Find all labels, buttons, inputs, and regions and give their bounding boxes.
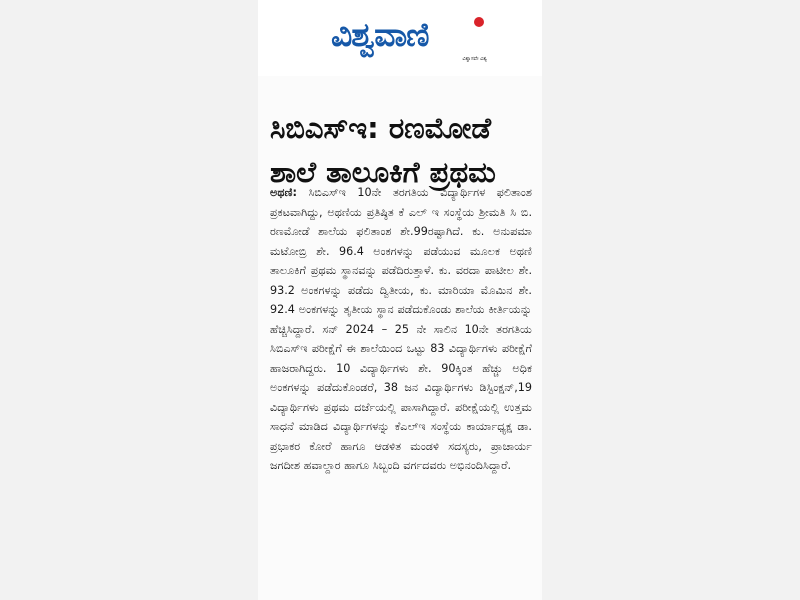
headline-line-2: ಶಾಲೆ ತಾಲೂಕಿಗೆ ಪ್ರಥಮ: [270, 155, 496, 189]
news-clipping: [258, 76, 542, 600]
newspaper-logo: [331, 14, 487, 62]
logo-text: ವಿಶ್ವವಾಣಿ: [331, 15, 429, 54]
masthead: [258, 0, 542, 75]
logo-tagline: ವಿಶ್ವಾಸವೇ ವಿಶ್ವ: [462, 56, 487, 62]
article-dateline: ಅಥಣಿ:: [270, 186, 297, 199]
article-text: ಸಿಬಿಎಸ್‌ಇ 10ನೇ ತರಗತಿಯ ವಿದ್ಯಾರ್ಥಿಗಳ ಫಲಿತಾಂಶ ಪ್ರಕಟವಾಗಿದ್ದು, ಅಥಣಿಯ ಪ್ರತಿಷ್ಠಿತ ಕೆ ಎಲ್ ಇ ಸಂಸ್ಥೆಯ ಶ್ರೀಮತಿ ಸಿ ಬಿ. ರಣಮೋಡೆ ಶಾಲೆಯ ಫಲಿತಾಂಶ ಶೇ.99ರಷ್ಟಾಗಿದೆ. ಕು. ಅನುಪಮಾ ಮಟೋಬ್ರಿ ಶೇ. 96.4 ಅಂಕಗಳನ್ನು ಪಡೆಯುವ ಮೂಲಕ ಅಥಣಿ ತಾಲೂಕಿಗೆ ಪ್ರಥಮ ಸ್ಥಾನವನ್ನು ಪಡೆದಿರುತ್ತಾಳೆ. ಕು. ವರದಾ ಪಾಟೀಲ ಶೇ. 93.2 ಅಂಕಗಳನ್ನು ಪಡೆದು ದ್ವಿತೀಯ, ಕು. ಮಾರಿಯಾ ಮೊಮಿನ ಶೇ. 92.4 ಅಂಕಗಳನ್ನು ತೃತೀಯ ಸ್ಥಾನ ಪಡೆದುಕೊಂಡು ಶಾಲೆಯ ಕೀರ್ತಿಯನ್ನು ಹೆಚ್ಚಿಸಿದ್ದಾರೆ. ಸನ್ 2024 – 25 ನೇ ಸಾಲಿನ 10ನೇ ತರಗತಿಯ ಸಿಬಿಎಸ್‌ಇ ಪರೀಕ್ಷೆಗೆ ಈ ಶಾಲೆಯಿಂದ ಒಟ್ಟು 83 ವಿದ್ಯಾರ್ಥಿಗಳು ಪರೀಕ್ಷೆಗೆ ಹಾಜರಾಗಿದ್ದರು. 10 ವಿದ್ಯಾರ್ಥಿಗಳು ಶೇ. 90ಕ್ಕಿಂತ ಹೆಚ್ಚು ಅಧಿಕ ಅಂಕಗಳನ್ನು ಪಡೆದುಕೊಂಡರೆ, 38 ಜನ ವಿದ್ಯಾರ್ಥಿಗಳು ಡಿಸ್ಟಿಂಕ್ಷನ್,19 ವಿದ್ಯಾರ್ಥಿಗಳು ಪ್ರಥಮ ದರ್ಜೆಯಲ್ಲಿ ಪಾಸಾಗಿದ್ದಾರೆ. ಪರೀಕ್ಷೆಯಲ್ಲಿ ಉತ್ತಮ ಸಾಧನೆ ಮಾಡಿದ ವಿದ್ಯಾರ್ಥಿಗಳನ್ನು ಕೆಎಲ್‌ಇ ಸಂಸ್ಥೆಯ ಕಾರ್ಯಾಧ್ಯಕ್ಷ ಡಾ. ಪ್ರಭಾಕರ ಕೋರೆ ಹಾಗೂ ಆಡಳಿತ ಮಂಡಳಿ ಸದಸ್ಯರು, ಪ್ರಾಚಾರ್ಯ ಜಗದೀಶ ಹವಾಲ್ದಾರ ಹಾಗೂ ಸಿಬ್ಬಂದಿ ವರ್ಗದವರು ಅಭಿನಂದಿಸಿದ್ದಾರೆ.: [270, 186, 532, 472]
article-body: [270, 183, 532, 476]
newspaper-page: [258, 0, 542, 600]
article-headline: [270, 106, 532, 194]
logo-dot-icon: [474, 17, 484, 27]
headline-line-1: ಸಿಬಿಎಸ್‌ಇ: ರಣಮೋಡೆ: [270, 111, 492, 145]
